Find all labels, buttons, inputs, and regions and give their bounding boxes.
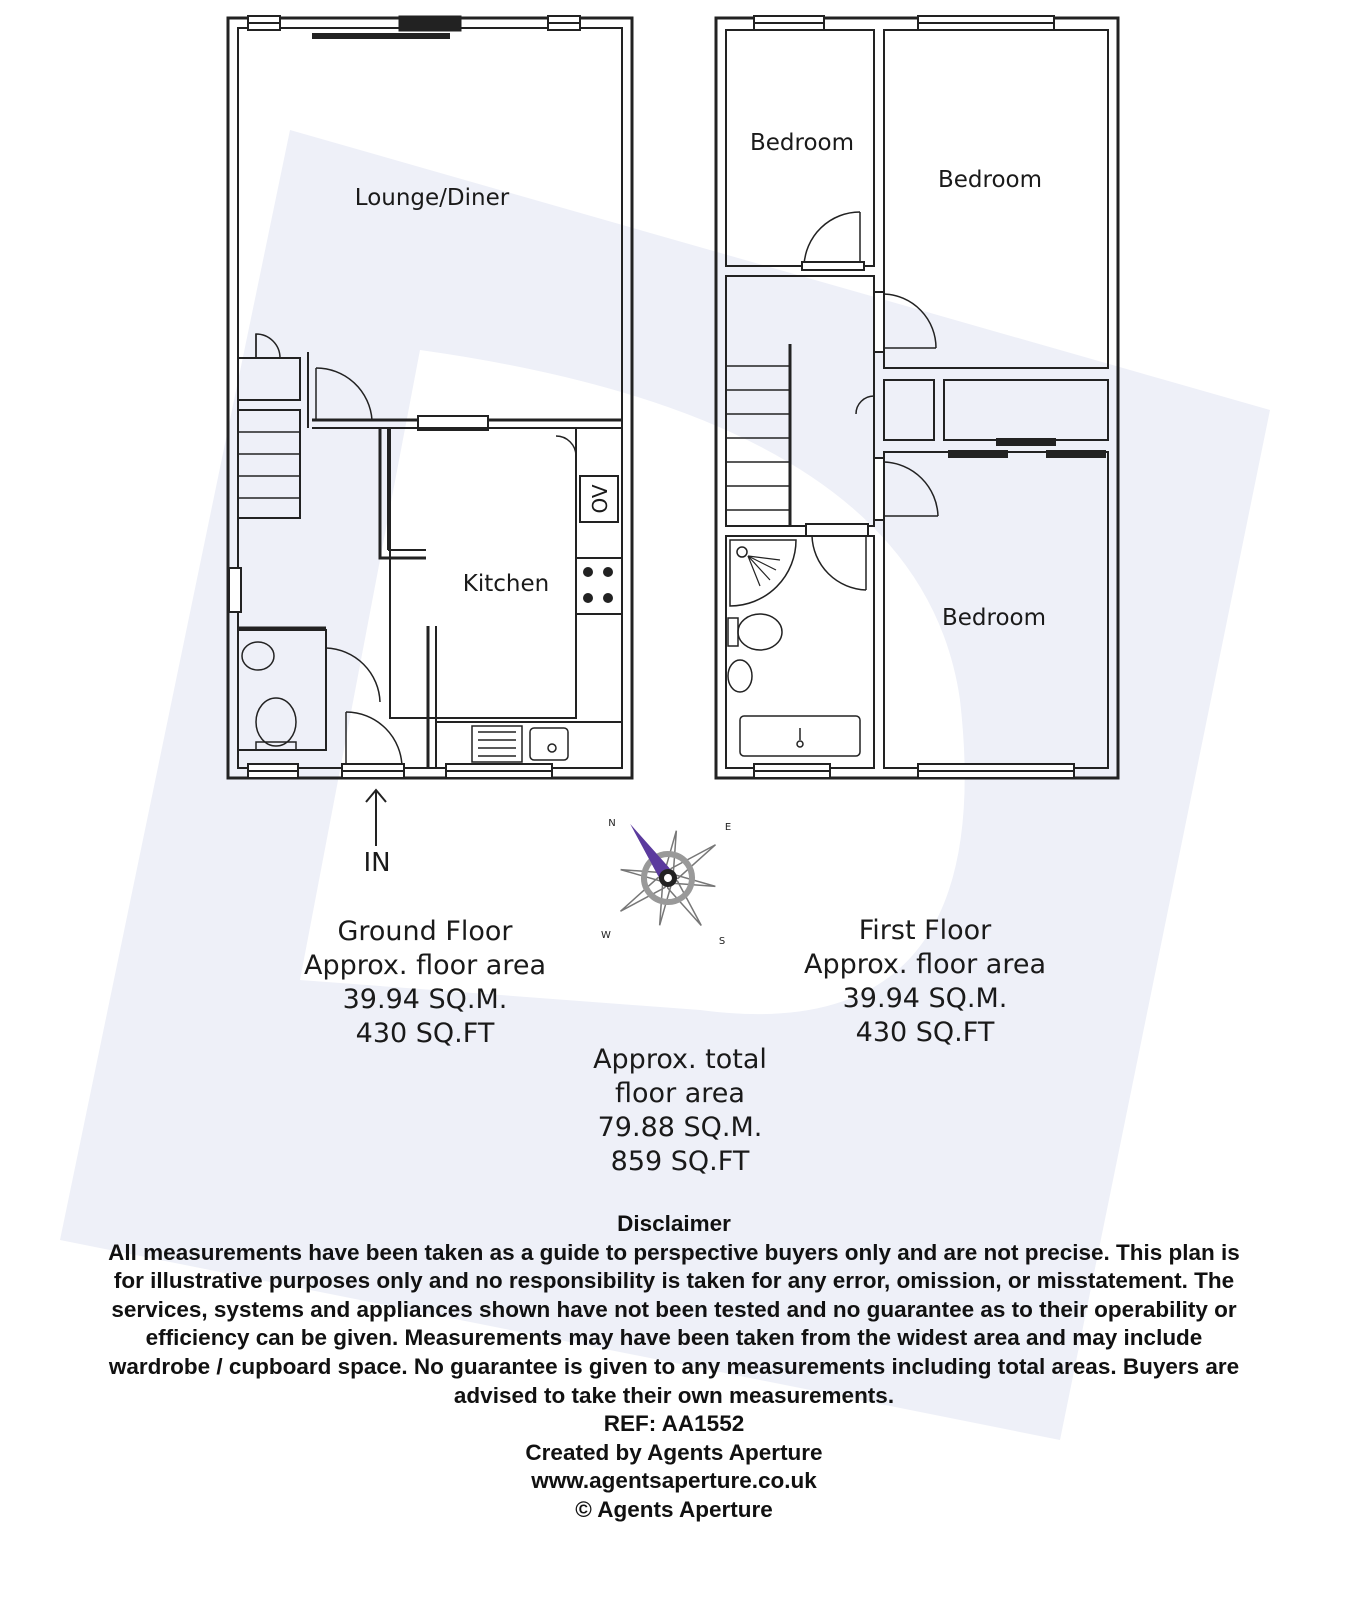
ground-floor-area-sqft: 430 SQ.FT xyxy=(355,1018,495,1049)
sliding-door xyxy=(400,17,460,30)
reference-number: REF: AA1552 xyxy=(603,1411,745,1437)
website-link[interactable]: www.agentsaperture.co.uk xyxy=(531,1468,817,1494)
disclaimer-title: Disclaimer xyxy=(617,1211,731,1236)
room-label-bedroom-rear: Bedroom xyxy=(941,605,1047,631)
copyright: © Agents Aperture xyxy=(575,1496,773,1522)
total-floor-area xyxy=(515,1043,845,1179)
disclaimer-line: for illustrative purposes only and no responsibility is taken for any error, omission, or misstatement. The xyxy=(113,1268,1235,1294)
room-label-bedroom-large: Bedroom xyxy=(937,167,1043,193)
hob xyxy=(576,558,622,614)
total-area-sqft: 859 SQ.FT xyxy=(610,1146,750,1177)
total-area-line1: Approx. total xyxy=(593,1044,767,1075)
first-floor-area-label: Approx. floor area xyxy=(803,949,1047,980)
first-floor-area xyxy=(760,914,1090,1050)
ground-floor-title: Ground Floor xyxy=(337,916,513,947)
disclaimer-line: wardrobe / cupboard space. No guarantee is given to any measurements including total areas. Buyers are xyxy=(108,1353,1240,1379)
toilet xyxy=(738,614,782,650)
disclaimer-line: efficiency can be given. Measurements may have been taken from the widest area and may include xyxy=(145,1325,1203,1351)
entrance-label: IN xyxy=(363,848,391,878)
room-label-bedroom-small: Bedroom xyxy=(749,130,855,156)
ground-floor-area-sqm: 39.94 SQ.M. xyxy=(342,984,508,1015)
disclaimer-line: advised to take their own measurements. xyxy=(453,1382,895,1408)
first-floor-area-sqft: 430 SQ.FT xyxy=(855,1017,995,1048)
disclaimer-block xyxy=(20,1210,1328,1525)
basin xyxy=(728,660,752,692)
compass-n-label: N xyxy=(608,818,616,829)
disclaimer-line: services, systems and appliances shown have not been tested and no guarantee as to their operability or xyxy=(111,1296,1237,1322)
compass-w-label: W xyxy=(601,930,611,941)
created-by: Created by Agents Aperture xyxy=(525,1439,823,1465)
window xyxy=(229,568,241,612)
first-floor-area-sqm: 39.94 SQ.M. xyxy=(842,983,1008,1014)
room-label-kitchen: Kitchen xyxy=(462,571,550,597)
total-area-line2: floor area xyxy=(615,1078,745,1109)
disclaimer-line: All measurements have been taken as a guide to perspective buyers only and are not precise. This plan is xyxy=(108,1239,1240,1265)
room-label-lounge: Lounge/Diner xyxy=(354,185,510,211)
first-floor-title: First Floor xyxy=(858,915,992,946)
sink-unit xyxy=(436,722,622,768)
total-area-sqm: 79.88 SQ.M. xyxy=(597,1112,763,1143)
compass-e-label: E xyxy=(724,822,732,833)
ground-floor-area-label: Approx. floor area xyxy=(303,950,547,981)
compass-s-label: S xyxy=(718,936,726,947)
oven-label: OV xyxy=(588,484,612,514)
ground-floor-area xyxy=(260,915,590,1051)
